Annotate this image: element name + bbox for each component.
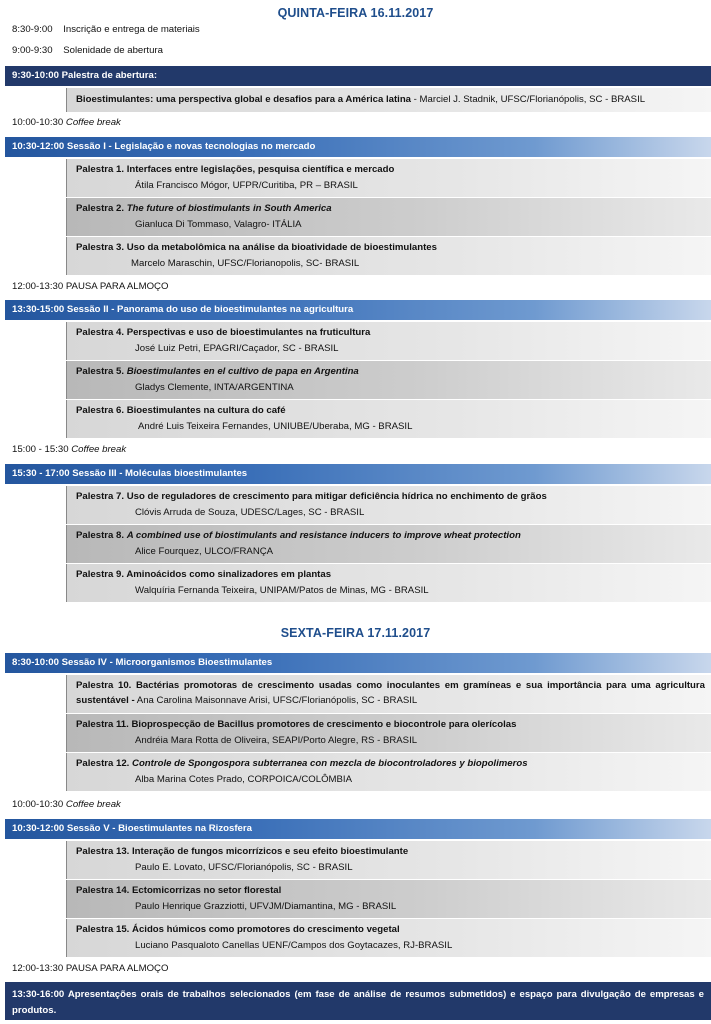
activity: Coffee break [65, 117, 121, 128]
talk-label: Palestra 12. [76, 758, 130, 769]
talk-speaker: Alba Marina Cotes Prado, CORPOICA/COLÔMBIA [135, 774, 352, 785]
day-title: SEXTA-FEIRA 17.11.2017 [280, 626, 431, 640]
talk-title: Bioestimulantes: uma perspectiva global e desafios para a América latina [76, 94, 412, 105]
talk-label: Palestra 11. [76, 719, 129, 730]
talk-title: Bioprospecção de Bacillus promotores de crescimento e biocontrole para olerícolas [131, 719, 517, 730]
talk-row [66, 675, 711, 713]
session-header: 8:30-10:00 Sessão IV - Microorganismos Bioestimulantes [5, 653, 711, 673]
talk-row [66, 564, 711, 602]
talk-speaker: Andréia Mara Rotta de Oliveira, SEAPI/Porto Alegre, RS - BRASIL [135, 735, 418, 746]
talk-title: Controle de Spongospora subterranea con mezcla de biocontroladores y biopolimeros [132, 758, 528, 769]
talk-row [66, 237, 711, 275]
talk-label: Palestra 10. [76, 680, 132, 691]
time: 10:00-10:30 [12, 117, 64, 128]
talk-speaker: Gianluca Di Tommaso, Valagro- ITÁLIA [135, 219, 302, 230]
talk-label: Palestra 3. [76, 242, 125, 253]
talk-title: Ectomicorrizas no setor florestal [132, 885, 282, 896]
talk-row [66, 919, 711, 957]
day-title: QUINTA-FEIRA 16.11.2017 [277, 6, 434, 20]
talk-speaker: - Marciel J. Stadnik, UFSC/Florianópolis, SC - BRASIL [411, 94, 646, 105]
talk-speaker: Ana Carolina Maisonnave Arisi, UFSC/Florianópolis, SC - BRASIL [134, 695, 418, 706]
talk-title: Bioestimulantes en el cultivo de papa en Argentina [126, 366, 359, 377]
time: 15:00 - 15:30 [12, 444, 69, 455]
talk-title: Ácidos húmicos como promotores do crescimento vegetal [132, 924, 400, 935]
talk-title: Uso de reguladores de crescimento para mitigar deficiência hídrica no enchimento de grãos [126, 491, 547, 502]
talk-speaker: Alice Fourquez, ULCO/FRANÇA [135, 546, 274, 557]
session-header: 10:30-12:00 Sessão V - Bioestimulantes na Rizosfera [5, 819, 711, 839]
talk-title: A combined use of biostimulants and resistance inducers to improve wheat protection [126, 530, 521, 541]
talk-row [66, 841, 711, 879]
activity: Solenidade de abertura [63, 45, 163, 56]
talk-row [66, 486, 711, 524]
talk-title: The future of biostimulants in South America [126, 203, 332, 214]
talk-title: Bioestimulantes na cultura do café [126, 405, 286, 416]
activity: Coffee break [71, 444, 127, 455]
talk-title: Aminoácidos como sinalizadores em plantas [126, 569, 332, 580]
talk-row [66, 198, 711, 236]
schedule-item [12, 22, 699, 38]
talk-speaker: Paulo Henrique Grazziotti, UFVJM/Diamantina, MG - BRASIL [135, 901, 397, 912]
schedule-item [12, 43, 699, 59]
talk-title: Interfaces entre legislações, pesquisa científica e mercado [126, 164, 395, 175]
coffee-break [12, 115, 699, 131]
activity: Coffee break [65, 799, 121, 810]
talk-label: Palestra 1. [76, 164, 125, 175]
talk-label: Palestra 2. [76, 203, 125, 214]
session-header: 13:30-15:00 Sessão II - Panorama do uso de bioestimulantes na agricultura [5, 300, 711, 320]
activity: Inscrição e entrega de materiais [63, 24, 200, 35]
talk-label: Palestra 14. [76, 885, 130, 896]
talk-speaker: Marcelo Maraschin, UFSC/Florianopolis, SC- BRASIL [131, 258, 360, 269]
talk-row [66, 322, 711, 360]
talk-label: Palestra 6. [76, 405, 125, 416]
talk-speaker: Átila Francisco Mógor, UFPR/Curitiba, PR – BRASIL [135, 180, 358, 191]
talk-label: Palestra 4. [76, 327, 125, 338]
talk-label: Palestra 8. [76, 530, 125, 541]
talk-label: Palestra 5. [76, 366, 125, 377]
talk-title: Uso da metabolômica na análise da bioatividade de bioestimulantes [126, 242, 437, 253]
talk-title: Perspectivas e uso de bioestimulantes na fruticultura [126, 327, 371, 338]
talk-row [66, 88, 711, 112]
session-header: 10:30-12:00 Sessão I - Legislação e novas tecnologias no mercado [5, 137, 711, 157]
talk-speaker: Clóvis Arruda de Souza, UDESC/Lages, SC - BRASIL [135, 507, 365, 518]
talk-row [66, 714, 711, 752]
talk-label: Palestra 15. [76, 924, 130, 935]
talk-speaker: André Luis Teixeira Fernandes, UNIUBE/Uberaba, MG - BRASIL [138, 421, 413, 432]
coffee-break [12, 797, 699, 813]
talk-label: Palestra 7. [76, 491, 125, 502]
talk-speaker: Luciano Pasqualoto Canellas UENF/Campos dos Goytacazes, RJ-BRASIL [135, 940, 453, 951]
time: 8:30-9:00 [12, 24, 53, 35]
talk-title: Bactérias promotoras de crescimento usadas como inoculantes em gramíneas e sua importância para uma agricultura sustentável - [76, 680, 705, 706]
talk-label: Palestra 9. [76, 569, 125, 580]
session-header: 9:30-10:00 Palestra de abertura: [5, 66, 711, 86]
lunch-break: 12:00-13:30 PAUSA PARA ALMOÇO [12, 281, 169, 292]
session-header: 15:30 - 17:00 Sessão III - Moléculas bioestimulantes [5, 464, 711, 484]
talk-title: Interação de fungos micorrízicos e seu efeito bioestimulante [132, 846, 409, 857]
talk-speaker: José Luiz Petri, EPAGRI/Caçador, SC - BRASIL [135, 343, 339, 354]
talk-row [66, 159, 711, 197]
talk-speaker: Walquíria Fernanda Teixeira, UNIPAM/Patos de Minas, MG - BRASIL [135, 585, 429, 596]
lunch-break: 12:00-13:30 PAUSA PARA ALMOÇO [12, 963, 169, 974]
time: 10:00-10:30 [12, 799, 64, 810]
talk-row [66, 361, 711, 399]
talk-label: Palestra 13. [76, 846, 130, 857]
talk-row [66, 753, 711, 791]
closing-session: 13:30-16:00 Apresentações orais de trabalhos selecionados (em fase de análise de resumos submetidos) e espaço para divulgação de empresas e produtos. [5, 982, 711, 1020]
talk-row [66, 880, 711, 918]
time: 9:00-9:30 [12, 45, 53, 56]
talk-row [66, 525, 711, 563]
talk-row [66, 400, 711, 438]
coffee-break [12, 442, 699, 458]
talk-speaker: Paulo E. Lovato, UFSC/Florianópolis, SC - BRASIL [135, 862, 353, 873]
talk-speaker: Gladys Clemente, INTA/ARGENTINA [135, 382, 294, 393]
